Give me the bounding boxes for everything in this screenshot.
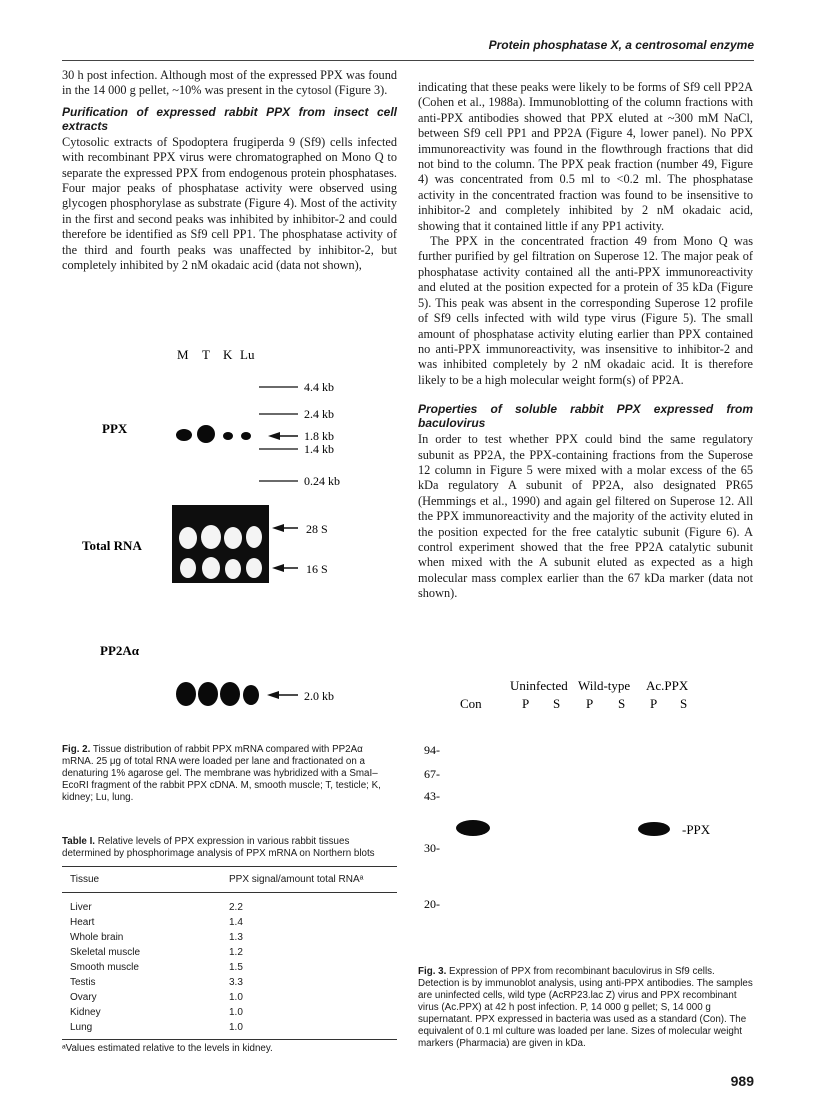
fig2-lane-label: K	[223, 347, 233, 362]
pp2a-band	[243, 685, 259, 705]
fig3-lane-label: P	[522, 696, 530, 711]
header-rule	[62, 60, 754, 61]
fig2-caption-label: Fig. 2.	[62, 744, 91, 755]
table-cell-value: 1.0	[229, 1007, 243, 1018]
rrna-label: 28 S	[306, 522, 328, 536]
fig2-lane-label: Lu	[240, 347, 255, 362]
arrow-icon	[272, 564, 284, 572]
ppx-blot-band-acppx-p	[638, 822, 670, 836]
table-header-row	[62, 874, 392, 889]
marker-label: 1.8 kb	[304, 429, 334, 443]
page-number: 989	[730, 1073, 754, 1089]
section-heading-properties: Properties of soluble rabbit PPX expressed from baculovirus	[418, 402, 753, 431]
fig2-caption-text: Tissue distribution of rabbit PPX mRNA compared with PP2Aα mRNA. 25 μg of total RNA were loaded per lane and fractionated on a denaturing 1% agarose gel. The membrane was hybridized with a SmaI–EcoRI fragment of the rabbit PPX cDNA. M, smooth muscle; T, testicle; K, kidney; Lu, lung.	[62, 744, 381, 803]
table-cell-tissue: Liver	[70, 902, 92, 913]
section-heading-purification: Purification of expressed rabbit PPX from insect cell extracts	[62, 104, 397, 133]
fig3-caption-text: Expression of PPX from recombinant baculovirus in Sf9 cells. Detection is by immunoblot analysis, using anti-PPX antibodies. The samples are uninfected cells, wild type (AcRP23.lac Z) virus and PPX recombinant virus (Ac.PPX) at 42 h post infection. P, 14 000 g pellet; S, 14 000 g supernatant. PPX expressed in bacteria was used as a standard (Con). The equivalent of 0.1 ml culture was loaded per lane. Sizes of molecular weight markers (Pharmacia) are given in kDa.	[418, 966, 753, 1049]
table-row	[62, 917, 392, 932]
table-cell-value: 1.0	[229, 1022, 243, 1033]
table-row	[62, 902, 392, 917]
table-cell-value: 2.2	[229, 902, 243, 913]
right-para-1: indicating that these peaks were likely to be forms of Sf9 cell PP2A (Cohen et al., 1988a). Immunoblotting of the column fractions with anti-PPX antibodies showed that PPX eluted at ~300 mM NaCl, between Sf9 cell PP1 and PP2A (Figure 4, lower panel). No PPX immunoreactivity was found in the flowthrough fractions that did not bind to the column. The PPX peak fraction (number 49, Figure 4) was concentrated from 0.5 ml to <0.2 ml. The phosphatase activity in the concentrated fraction was found to be insensitive to inhibitor-2 and completely inhibited by 2 nM okadaic acid, showing that it contained little if any PP1 activity.	[418, 80, 753, 233]
rna-28s-band	[246, 526, 262, 548]
table-cell-value: 3.3	[229, 977, 243, 988]
table-cell-tissue: Ovary	[70, 992, 97, 1003]
rna-28s-band	[201, 525, 221, 549]
table-cell-tissue: Whole brain	[70, 932, 124, 943]
table-title-label: Table I.	[62, 836, 96, 847]
fig3-group-label: Wild-type	[578, 678, 631, 693]
fig3-lane-label: S	[553, 696, 561, 711]
arrow-icon	[268, 432, 280, 440]
marker-label: 4.4 kb	[304, 380, 334, 394]
fig3-group-label: Ac.PPX	[646, 678, 689, 693]
left-column	[62, 68, 397, 273]
table-top-rule	[62, 866, 397, 867]
table-header-rule	[62, 892, 397, 893]
mw-marker: 94-	[424, 743, 440, 757]
table-title-text: Relative levels of PPX expression in various rabbit tissues determined by phosphorimage analysis of PPX mRNA on Northern blots	[62, 836, 375, 859]
table-row	[62, 992, 392, 1007]
table-row	[62, 977, 392, 992]
arrow-icon	[267, 691, 279, 699]
table-footnote: ᵃValues estimated relative to the levels in kidney.	[62, 1043, 273, 1054]
fig3-lane-label: S	[680, 696, 688, 711]
fig2-blot	[62, 345, 397, 730]
fig2-caption	[62, 744, 397, 804]
table-cell-value: 1.4	[229, 917, 243, 928]
table-row	[62, 947, 392, 962]
fig3-lane-label: Con	[460, 696, 482, 711]
table-bottom-rule	[62, 1039, 397, 1040]
row-label-ppx: PPX	[102, 421, 128, 436]
table-header-signal: PPX signal/amount total RNAᵃ	[229, 874, 364, 885]
rna-28s-band	[224, 527, 242, 549]
pp2a-band	[176, 682, 196, 706]
ppx-band	[197, 425, 215, 443]
rna-16s-band	[225, 559, 241, 579]
table-row	[62, 962, 392, 977]
ppx-band-label: -PPX	[682, 822, 711, 837]
fig3-lane-label: P	[586, 696, 594, 711]
rna-28s-band	[179, 527, 197, 549]
rna-16s-band	[202, 557, 220, 579]
pp2a-band	[198, 682, 218, 706]
rrna-label: 16 S	[306, 562, 328, 576]
table-1	[62, 836, 397, 1056]
left-para-2: Cytosolic extracts of Spodoptera frugiperda 9 (Sf9) cells infected with recombinant PPX virus were chromatographed on Mono Q to separate the expressed PPX from endogenous protein phosphatases. Four major peaks of phosphatase activity were observed using glycogen phosphorylase as substrate (Figure 4). Most of the activity in the first and second peaks was inhibited by inhibitor-2 and could therefore be identified as Sf9 cell PP1. The phosphatase activity of the third and fourth peaks was unaffected by inhibitor-2, but completely inhibited by 2 nM okadaic acid (data not shown),	[62, 134, 397, 273]
left-para-1: 30 h post infection. Although most of the expressed PPX was found in the 14 000 g pellet, ~10% was present in the cytosol (Figure 3).	[62, 68, 397, 98]
table-cell-tissue: Lung	[70, 1022, 93, 1033]
row-label-total-rna: Total RNA	[82, 538, 142, 553]
table-cell-value: 1.2	[229, 947, 243, 958]
table-cell-tissue: Kidney	[70, 1007, 101, 1018]
table-cell-value: 1.5	[229, 962, 243, 973]
ppx-band	[241, 432, 251, 440]
table-title	[62, 836, 397, 860]
fig3-group-label: Uninfected	[510, 678, 568, 693]
marker-label: 0.24 kb	[304, 474, 340, 488]
table-cell-value: 1.3	[229, 932, 243, 943]
right-column	[418, 80, 753, 602]
table-header-tissue: Tissue	[70, 874, 100, 885]
table-row	[62, 1022, 392, 1037]
table-cell-tissue: Testis	[70, 977, 96, 988]
table-row	[62, 1007, 392, 1022]
rna-16s-band	[246, 558, 262, 578]
mw-marker: 67-	[424, 767, 440, 781]
figure-2	[62, 345, 397, 730]
table-cell-tissue: Skeletal muscle	[70, 947, 141, 958]
right-para-2: The PPX in the concentrated fraction 49 from Mono Q was further purified by gel filtration on Superose 12. The major peak of phosphatase activity contained all the anti-PPX immunoreactivity and eluted at the position expected for a protein of 35 kDa (Figure 5). This peak was absent in the corresponding Superose 12 profile of Sf9 cells infected with wild type virus (Figure 5). The small amount of phosphatase activity eluting earlier than PPX contained no anti-PPX immunoreactivity, was insensitive to inhibitor-2 and was inhibited completely by 2 nM okadaic acid. It is therefore likely to be a high molecular weight form(s) of PP2A.	[418, 234, 753, 387]
right-para-3: In order to test whether PPX could bind the same regulatory subunit as PP2A, the PPX-containing fractions from the Superose 12 column in Figure 5 were mixed with a molar excess of the 65 kDa regulatory A subunit of PP2A, also designated PR65 (Hemmings et al., 1990) and again gel filtered on Superose 12. All the PPX immunoreactivity and the majority of the activity eluted in the position expected for the free catalytic subunit (Figure 6). A control experiment showed that the free PP2A catalytic subunit when mixed with the A subunit eluted as expected as a high molecular mass complex earlier than the 67 kDa marker (data not shown).	[418, 432, 753, 601]
fig2-lane-label: M	[177, 347, 189, 362]
mw-marker: 20-	[424, 897, 440, 911]
mw-marker: 43-	[424, 789, 440, 803]
table-cell-value: 1.0	[229, 992, 243, 1003]
ppx-band	[176, 429, 192, 441]
ppx-blot-band-con	[456, 820, 490, 836]
ppx-band	[223, 432, 233, 440]
row-label-pp2a: PP2Aα	[100, 643, 140, 658]
pp2a-band	[220, 682, 240, 706]
fig3-caption	[418, 966, 753, 1050]
table-row	[62, 932, 392, 947]
table-cell-tissue: Smooth muscle	[70, 962, 139, 973]
fig2-lane-label: T	[202, 347, 210, 362]
mw-marker: 30-	[424, 841, 440, 855]
marker-label: 2.4 kb	[304, 407, 334, 421]
arrow-icon	[272, 524, 284, 532]
fig3-lane-label: S	[618, 696, 626, 711]
marker-label: 1.4 kb	[304, 442, 334, 456]
rna-16s-band	[180, 558, 196, 578]
running-title: Protein phosphatase X, a centrosomal enzyme	[488, 38, 754, 52]
marker-label: 2.0 kb	[304, 689, 334, 703]
figure-3	[418, 670, 753, 960]
table-cell-tissue: Heart	[70, 917, 95, 928]
fig3-caption-label: Fig. 3.	[418, 966, 447, 977]
fig3-lane-label: P	[650, 696, 658, 711]
